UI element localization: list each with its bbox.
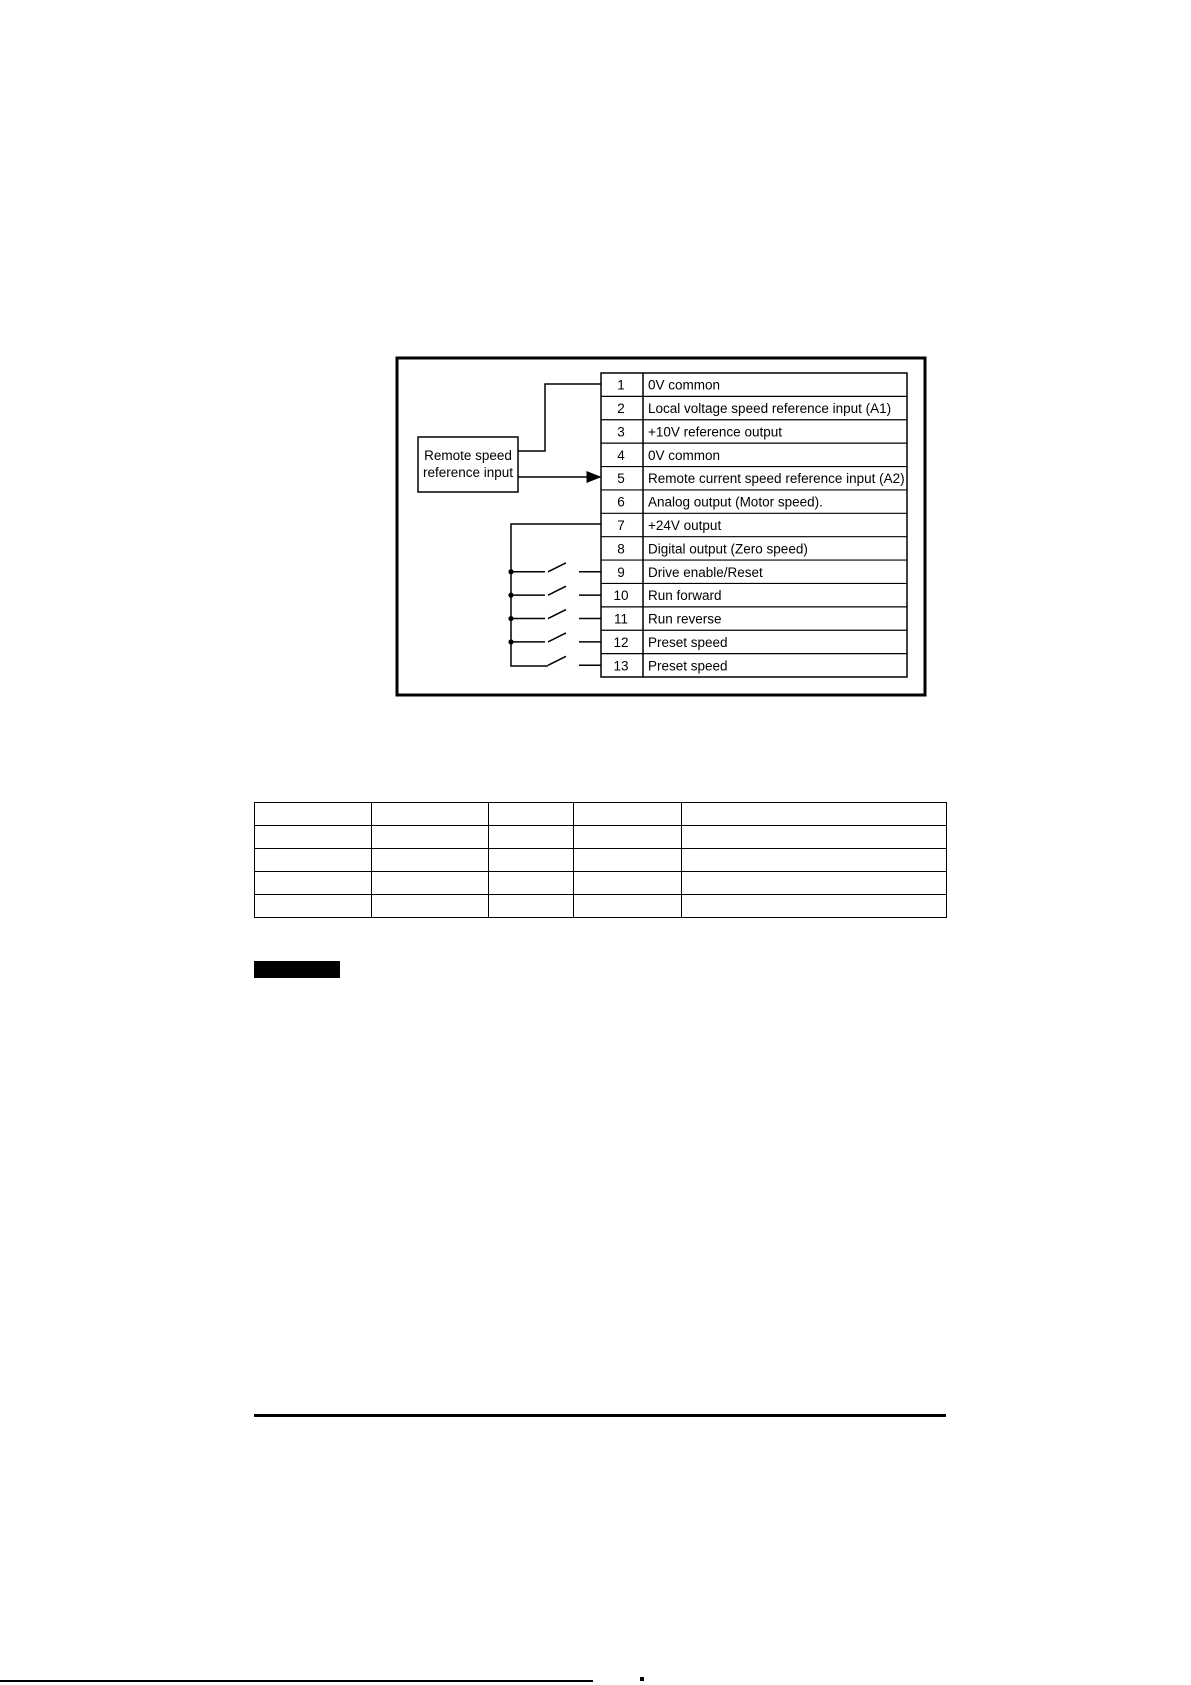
- terminal-number: 3: [617, 424, 625, 440]
- remote-speed-label-line2: reference input: [422, 465, 514, 480]
- table-cell: [682, 826, 947, 849]
- table-row: [255, 872, 947, 895]
- table-row: [255, 849, 947, 872]
- switch-blade: [548, 656, 566, 665]
- table-cell: [255, 895, 372, 918]
- terminal-label: 0V common: [648, 377, 721, 393]
- terminal-label: 0V common: [648, 447, 721, 463]
- terminal-number: 11: [613, 611, 629, 627]
- table-cell: [682, 849, 947, 872]
- table-cell: [489, 849, 574, 872]
- blank-table: [254, 802, 947, 918]
- table-cell: [489, 826, 574, 849]
- terminal-texts: [613, 378, 904, 674]
- terminal-number: 6: [617, 494, 625, 510]
- table-cell: [372, 872, 489, 895]
- switch-blade: [548, 563, 566, 572]
- table-cell: [574, 895, 682, 918]
- terminal-label: +10V reference output: [648, 424, 782, 440]
- table-cell: [682, 872, 947, 895]
- terminal-number: 5: [617, 471, 625, 487]
- table-cell: [574, 872, 682, 895]
- table-cell: [372, 803, 489, 826]
- terminal-number: 7: [617, 518, 625, 533]
- terminal-label: Run reverse: [648, 611, 722, 627]
- black-label-bar: [254, 961, 340, 978]
- table-cell: [574, 849, 682, 872]
- terminal-label: Digital output (Zero speed): [648, 541, 808, 557]
- terminal-number: 9: [617, 564, 625, 580]
- terminal-wiring-diagram: [0, 0, 1191, 760]
- terminal-label: Local voltage speed reference input (A1): [648, 401, 892, 417]
- table-cell: [255, 872, 372, 895]
- terminal-number: 2: [617, 401, 625, 417]
- table-cell: [489, 872, 574, 895]
- footer-rule: [254, 1414, 946, 1417]
- terminal-number: 12: [613, 634, 629, 650]
- bottom-edge-rule: [0, 1680, 593, 1682]
- switch-blade: [548, 586, 566, 595]
- table-cell: [255, 849, 372, 872]
- table-cell: [682, 895, 947, 918]
- table-row: [255, 803, 947, 826]
- terminal-label: Preset speed: [648, 634, 728, 650]
- table-cell: [372, 895, 489, 918]
- table-cell: [255, 826, 372, 849]
- terminal-number: 4: [617, 447, 625, 463]
- terminal-label: Preset speed: [648, 658, 728, 674]
- table-cell: [372, 849, 489, 872]
- terminal-number: 1: [617, 377, 625, 393]
- terminal-table-frame: [601, 373, 907, 677]
- table-cell: [489, 895, 574, 918]
- bottom-edge-mark: [640, 1677, 644, 1681]
- table-cell: [489, 803, 574, 826]
- table-cell: [372, 826, 489, 849]
- terminal-label: Run forward: [648, 588, 722, 604]
- terminal-label: Analog output (Motor speed).: [648, 494, 823, 510]
- terminal-number: 8: [617, 541, 625, 557]
- terminal-label: Drive enable/Reset: [648, 564, 763, 580]
- table-row: [255, 826, 947, 849]
- switch-blade: [548, 610, 566, 619]
- table-row: [255, 895, 947, 918]
- terminal-label: +24V output: [648, 518, 722, 533]
- switch-group: [508, 563, 601, 666]
- table-cell: [682, 803, 947, 826]
- table-cell: [255, 803, 372, 826]
- terminal-number: 10: [613, 588, 629, 604]
- terminal-label: Remote current speed reference input (A2): [648, 471, 905, 487]
- wire-box-to-terminal-1: [518, 384, 601, 451]
- table-cell: [574, 826, 682, 849]
- terminal-number: 13: [613, 658, 629, 674]
- switch-blade: [548, 633, 566, 642]
- table-cell: [574, 803, 682, 826]
- remote-speed-label-line1: Remote speed: [424, 448, 512, 463]
